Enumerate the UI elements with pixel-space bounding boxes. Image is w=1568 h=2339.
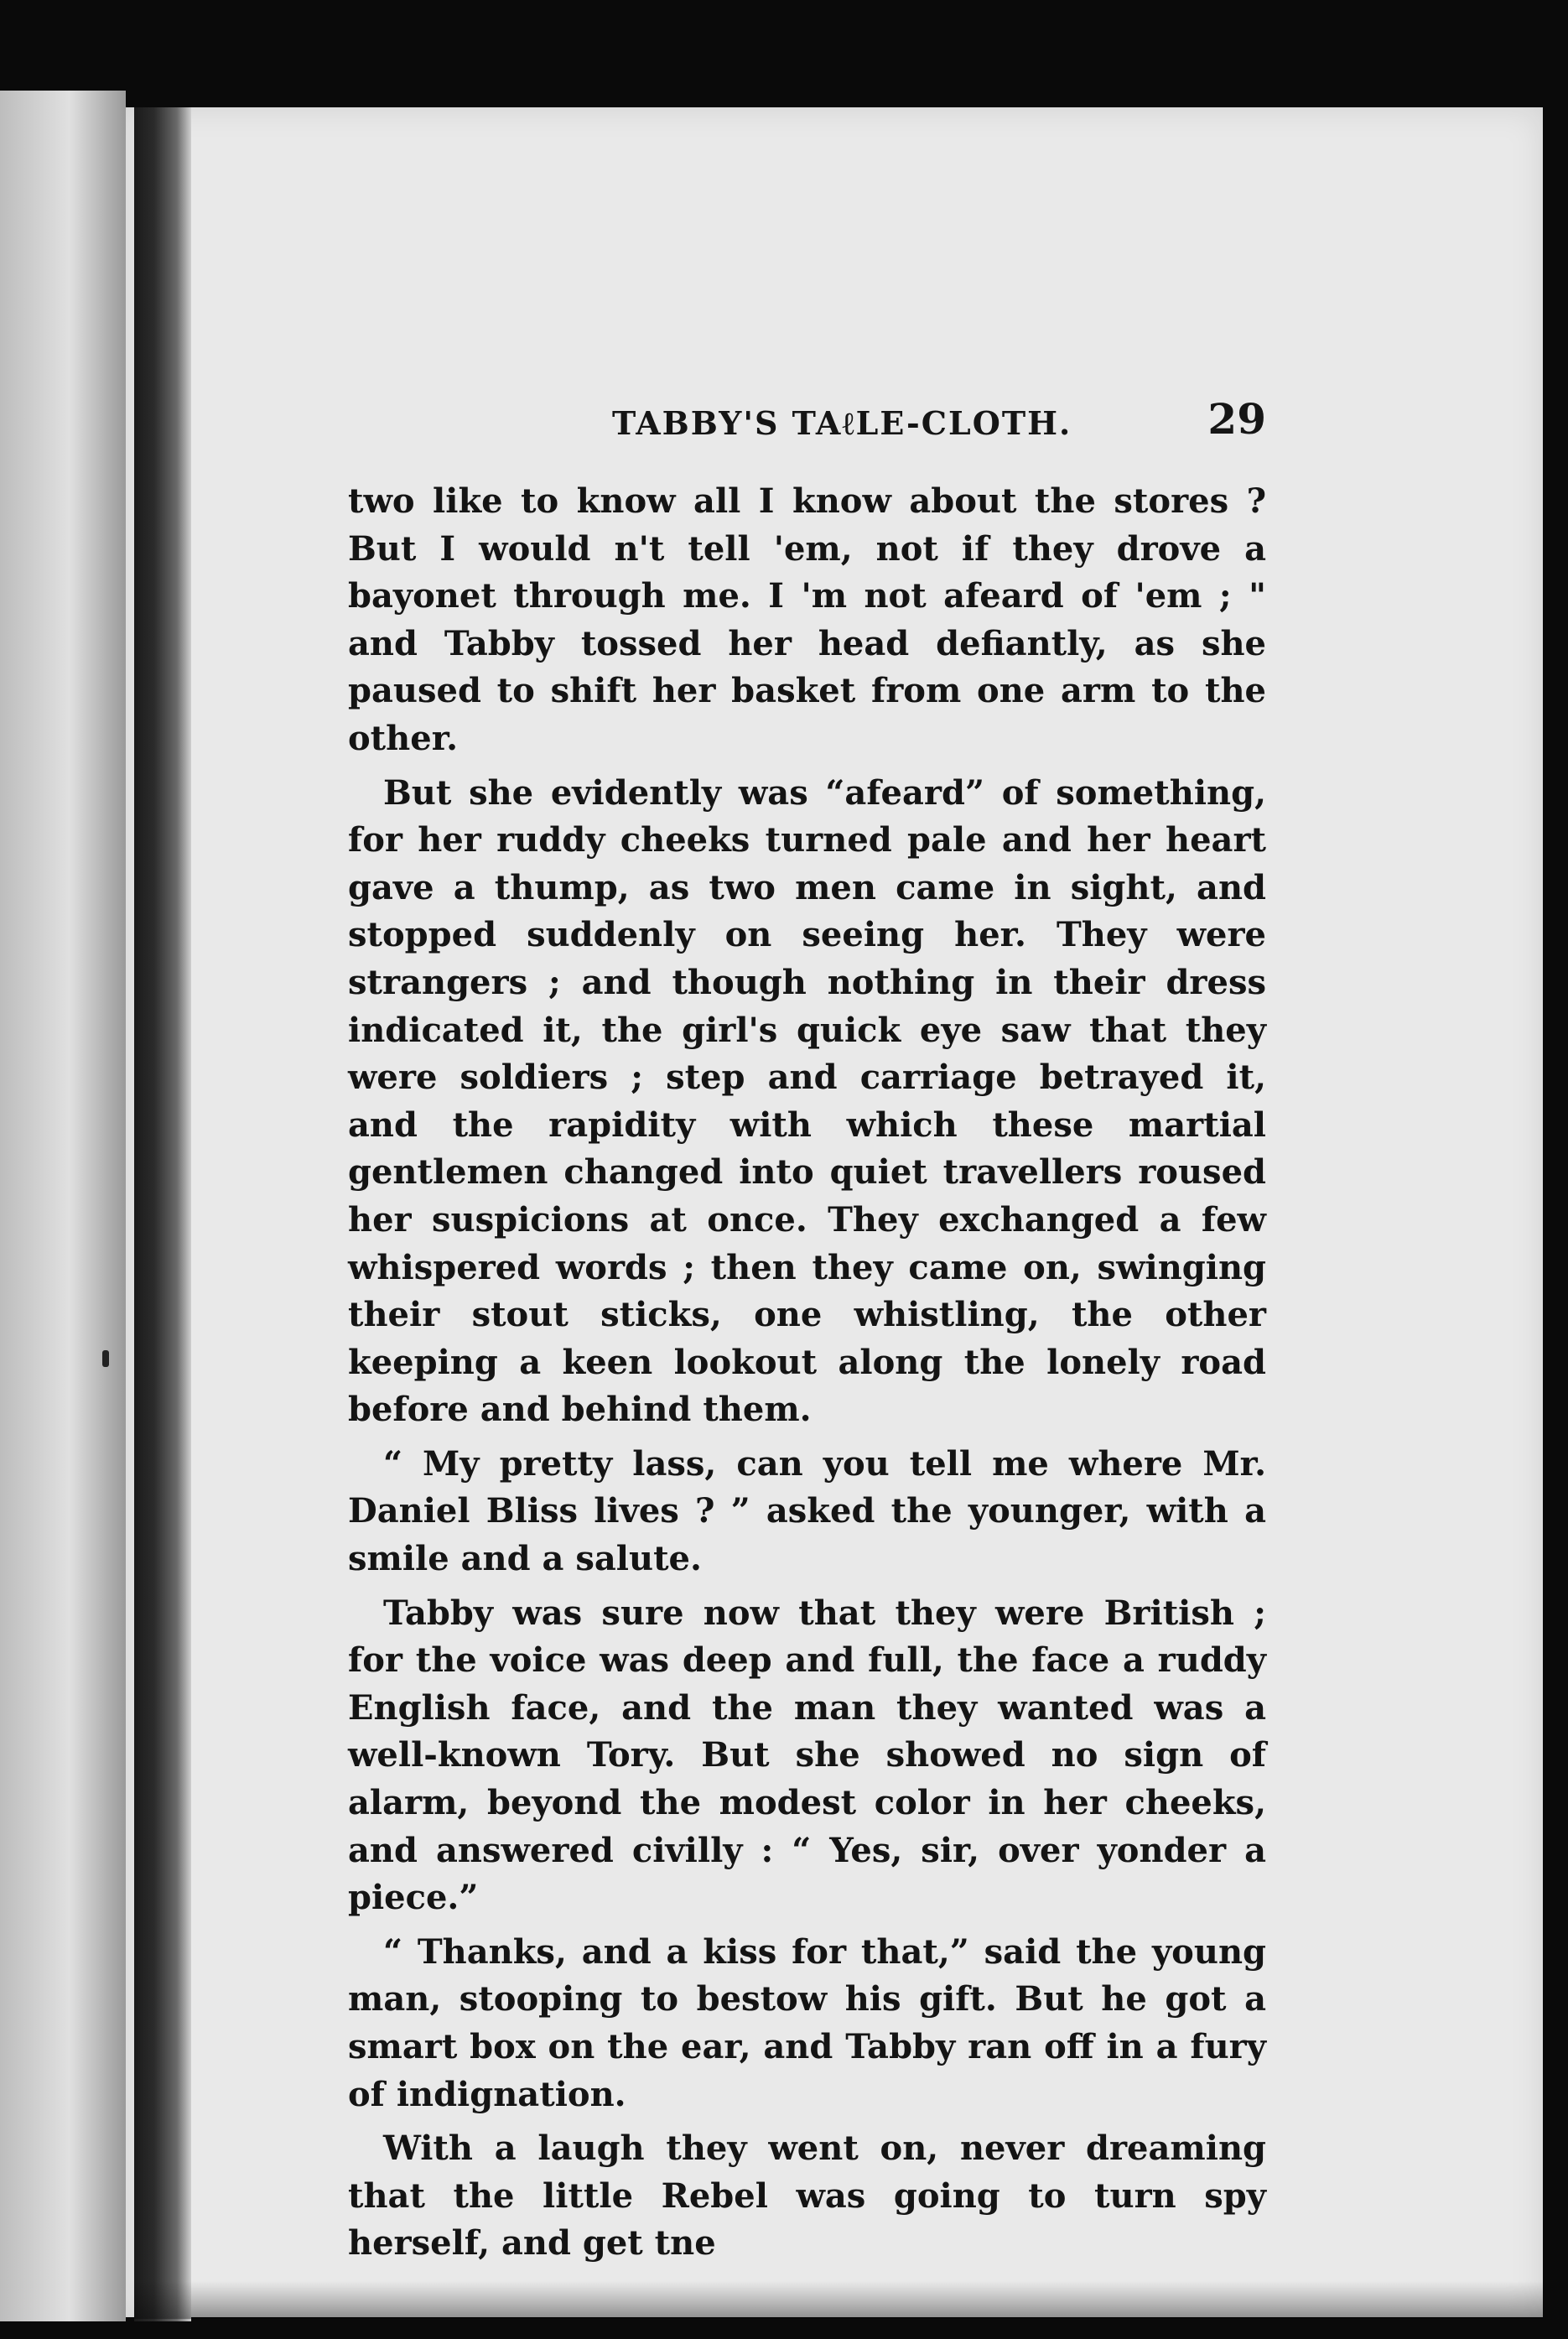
margin-mark [102,1350,109,1367]
running-title: TABBY'S TAℓLE-CLOTH. [612,404,1072,442]
running-header [344,394,1266,453]
paragraph: “ My pretty lass, can you tell me where Mr. Daniel Bliss lives ? ” asked the younger, with a smile and a salute. [348,1443,1266,1579]
paragraph: Tabby was sure now that they were British ; for the voice was deep and full, the face a ruddy English face, and the man they wanted was a well-known Tory. But she showed no sign of alarm, beyond the modest color in her cheeks, and answered civilly : “ Yes, sir, over yonder a piece.” [348,1593,1266,1918]
page-number: 29 [1207,394,1266,444]
facing-page-edge [0,91,126,2321]
binding-gutter-shadow [134,107,191,2321]
page-bottom-shadow [134,2281,1543,2319]
body-text [348,478,1266,2274]
paragraph: two like to know all I know about the stores ? But I would n't tell 'em, not if they drove a bayonet through me. I 'm not afeard of 'em ; " and Tabby tossed her head defiantly, as she paused to shift her basket from one arm to the other. [348,481,1266,758]
paragraph: “ Thanks, and a kiss for that,” said the young man, stooping to bestow his gift. But he got a smart box on the ear, and Tabby ran off in a fury of indignation. [348,1931,1266,2114]
paragraph: But she evidently was “afeard” of something, for her ruddy cheeks turned pale and her heart gave a thump, as two men came in sight, and stopped suddenly on seeing her. They were strangers ; and though nothing in their dress indicated it, the girl's quick eye saw that they were soldiers ; step and carriage betrayed it, and the rapidity with which these martial gentlemen changed into quiet travellers roused her suspicions at once. They exchanged a few whispered words ; then they came on, swinging their stout sticks, one whistling, the other keeping a keen lookout along the lonely road before and behind them. [348,772,1266,1430]
paragraph: With a laugh they went on, never dreaming that the little Rebel was going to turn spy herself, and get tne [348,2128,1266,2264]
